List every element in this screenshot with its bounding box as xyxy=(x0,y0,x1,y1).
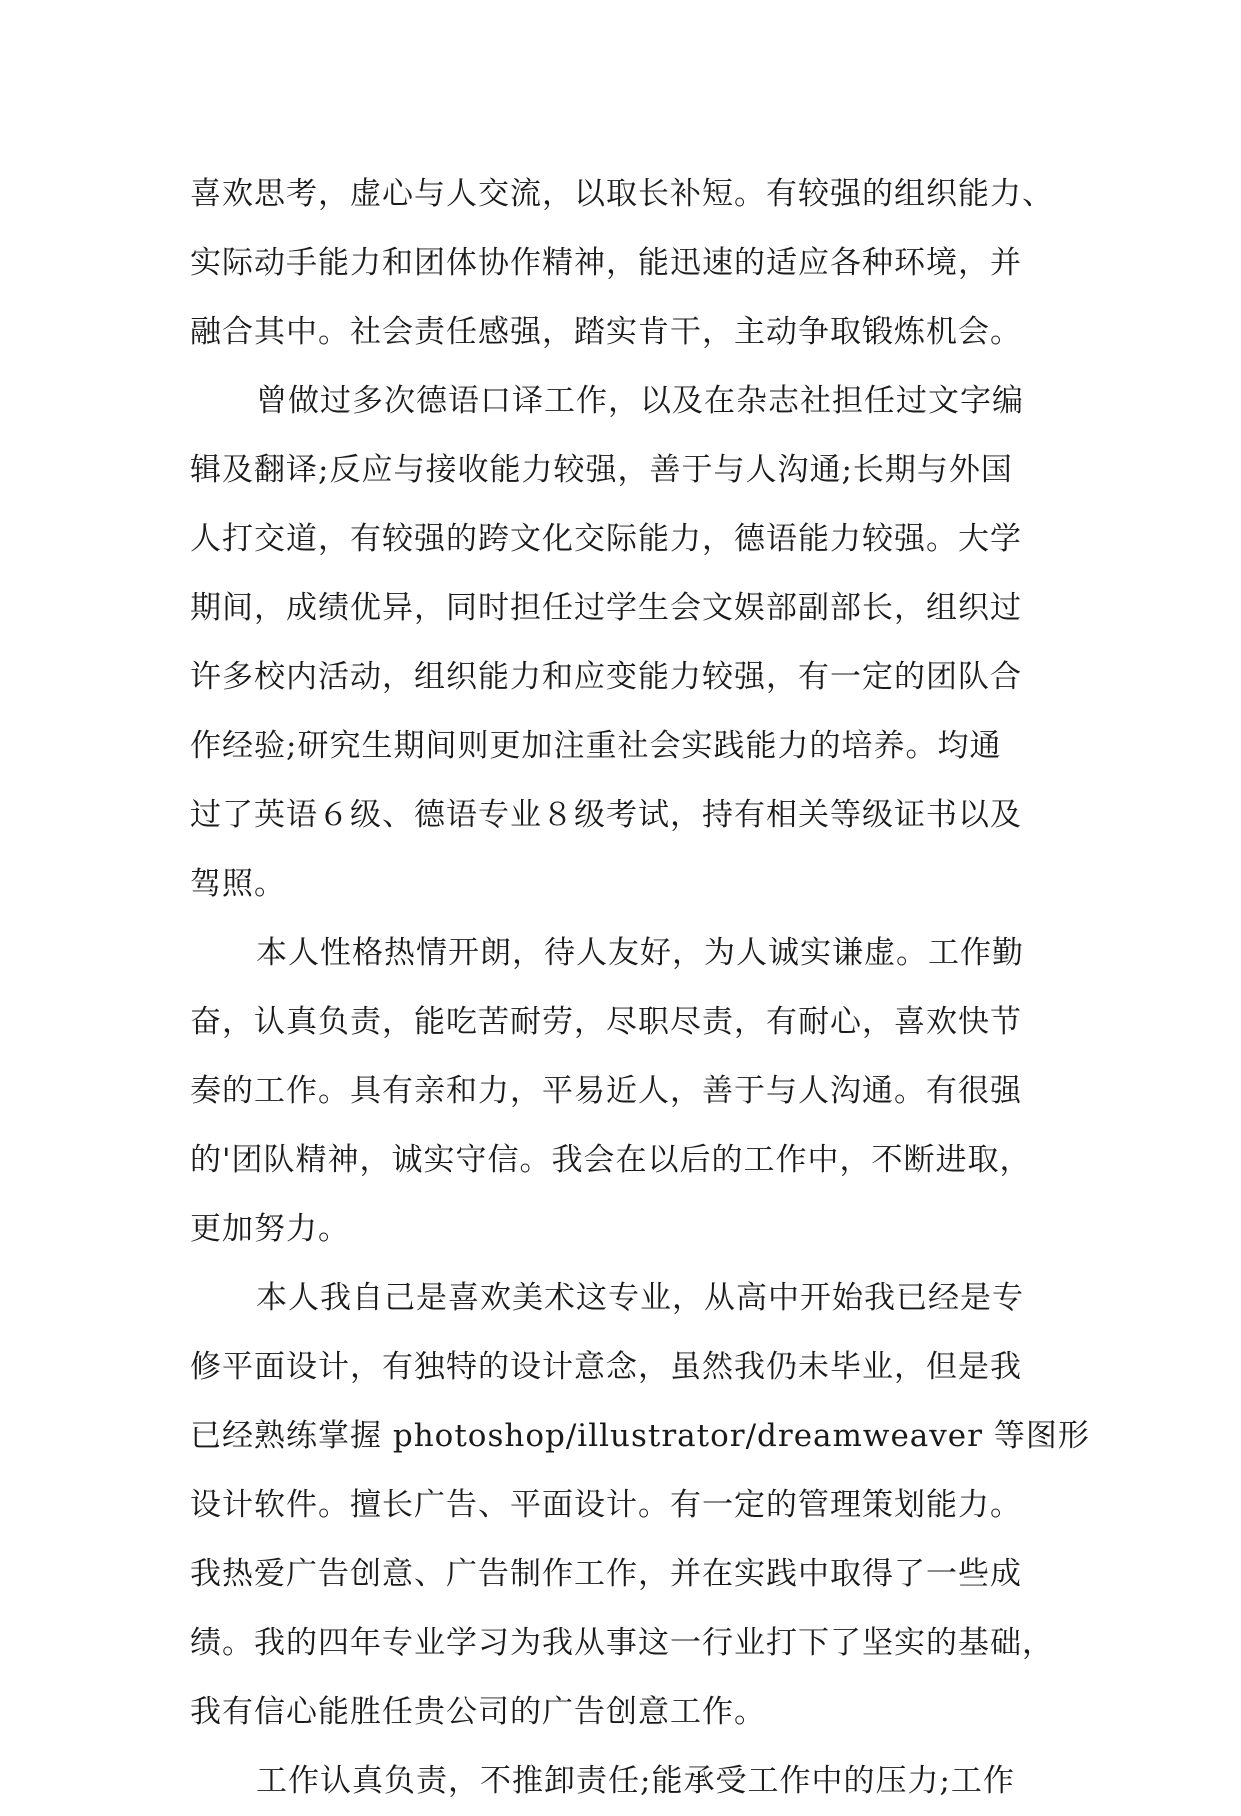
text-line: 奏的工作。具有亲和力，平易近人，善于与人沟通。有很强 xyxy=(190,1073,1022,1109)
text-line: 我有信心能胜任贵公司的广告创意工作。 xyxy=(190,1694,766,1730)
paragraph-first-line: 本人性格热情开朗，待人友好，为人诚实谦虚。工作勤 xyxy=(256,935,1024,971)
text-line: 奋，认真负责，能吃苦耐劳，尽职尽责，有耐心，喜欢快节 xyxy=(190,1004,1022,1040)
text-line: 的'团队精神，诚实守信。我会在以后的工作中，不断进取， xyxy=(190,1142,1032,1178)
text-line: 设计软件。擅长广告、平面设计。有一定的管理策划能力。 xyxy=(190,1487,1022,1523)
text-line: 期间，成绩优异，同时担任过学生会文娱部副部长，组织过 xyxy=(190,590,1022,626)
text-line: 已经熟练掌握 photoshop/illustrator/dreamweaver 等图形 xyxy=(190,1418,1090,1454)
paragraph-first-line: 本人我自己是喜欢美术这专业，从高中开始我已经是专 xyxy=(256,1280,1024,1316)
text-line: 许多校内活动，组织能力和应变能力较强，有一定的团队合 xyxy=(190,659,1022,695)
text-line: 驾照。 xyxy=(190,866,286,902)
text-line: 过了英语６级、德语专业８级考试，持有相关等级证书以及 xyxy=(190,797,1022,833)
body-text xyxy=(190,160,1090,1816)
paragraph-first-line: 曾做过多次德语口译工作，以及在杂志社担任过文字编 xyxy=(256,383,1024,419)
text-line: 我热爱广告创意、广告制作工作，并在实践中取得了一些成 xyxy=(190,1556,1022,1592)
text-line: 绩。我的四年专业学习为我从事这一行业打下了坚实的基础， xyxy=(190,1625,1054,1661)
text-line: 作经验;研究生期间则更加注重社会实践能力的培养。均通 xyxy=(190,728,1002,764)
text-line: 人打交道，有较强的跨文化交际能力，德语能力较强。大学 xyxy=(190,521,1022,557)
text-line: 实际动手能力和团体协作精神，能迅速的适应各种环境，并 xyxy=(190,245,1022,281)
text-line: 修平面设计，有独特的设计意念，虽然我仍未毕业，但是我 xyxy=(190,1349,1022,1385)
text-line: 融合其中。社会责任感强，踏实肯干，主动争取锻炼机会。 xyxy=(190,314,1022,350)
text-line: 辑及翻译;反应与接收能力较强，善于与人沟通;长期与外国 xyxy=(190,452,1013,488)
text-line: 更加努力。 xyxy=(190,1211,350,1247)
text-line: 喜欢思考，虚心与人交流，以取长补短。有较强的组织能力、 xyxy=(190,176,1054,212)
paragraph-first-line: 工作认真负责，不推卸责任;能承受工作中的压力;工作 xyxy=(256,1763,1015,1799)
